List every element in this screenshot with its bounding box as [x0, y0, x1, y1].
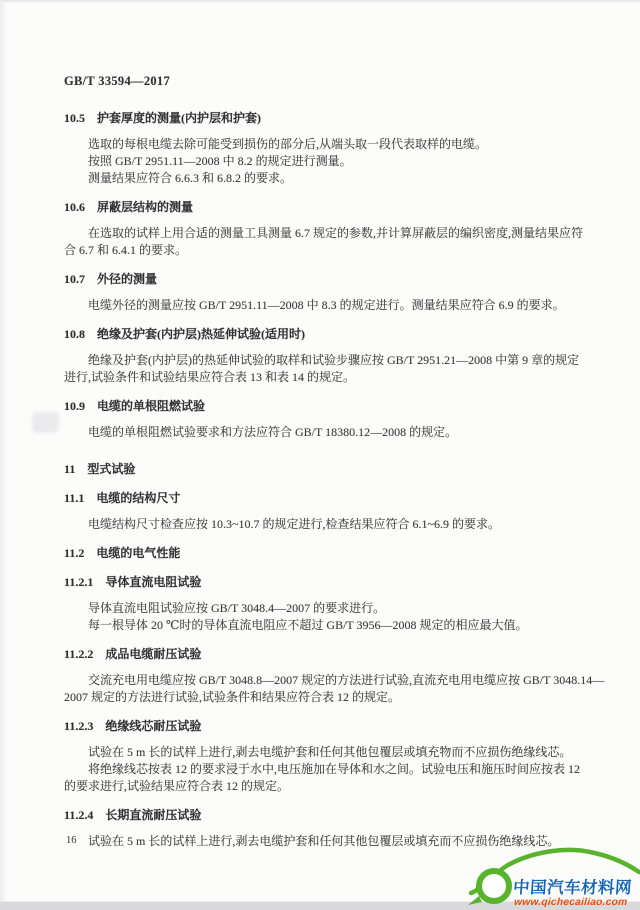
- paragraph-line: 交流充电用电缆应按 GB/T 3048.8—2007 规定的方法进行试验,直流充电用电缆应按 GB/T 3048.14—: [88, 673, 605, 687]
- section-title: 电缆的电气性能: [96, 546, 181, 560]
- paragraph-line: 在选取的试样上用合适的测量工具测量 6.7 规定的参数,并计算屏蔽层的编织密度,测量结果应符: [88, 226, 584, 240]
- section-heading-11.2: [64, 545, 624, 562]
- section-title: 护套厚度的测量(内护层和护套): [97, 111, 261, 125]
- paragraph-line: 试验在 5 m 长的试样上进行,剥去电缆护套和任何其他包覆层或填充物而不应损伤绝缘线芯。: [88, 745, 572, 759]
- section-heading-10.8: [64, 326, 624, 343]
- section-heading-10.7: [64, 271, 624, 288]
- paragraph-line: 试验在 5 m 长的试样上进行,剥去电缆护套和任何其他包覆层或填充而不应损伤绝缘线芯。: [88, 834, 560, 848]
- section-heading-10.6: [64, 199, 624, 216]
- section-heading-11.2.3: [64, 718, 624, 735]
- section-number: 10.7: [64, 272, 85, 286]
- section-number: 11: [64, 462, 76, 476]
- scan-edge-left: [0, 0, 7, 909]
- paragraph-line: 2007 规定的方法进行试验,试验条件和结果应符合表 12 的规定。: [64, 690, 401, 704]
- section-heading-11.2.2: [64, 646, 624, 663]
- scan-smudge-artifact: [32, 412, 59, 433]
- paragraph-line: 的要求进行,试验结果应符合表 12 的规定。: [64, 779, 290, 793]
- section-heading-10.5: [64, 110, 624, 127]
- section-number: 10.8: [64, 327, 85, 341]
- paragraph-line: 将绝缘线芯按表 12 的要求浸于水中,电压施加在导体和水之间。试验电压和施压时间应按表 12: [88, 762, 581, 776]
- site-url-text: www.qichecailiao.com: [513, 897, 628, 908]
- section-number: 10.6: [64, 200, 85, 214]
- paragraph-line: 电缆的单根阻燃试验要求和方法应符合 GB/T 18380.12—2008 的规定。: [88, 425, 458, 439]
- section-heading-10.9: [64, 398, 624, 415]
- section-title: 型式试验: [87, 462, 136, 476]
- section-number: 10.9: [64, 399, 85, 413]
- section-title: 绝缘线芯耐压试验: [105, 719, 202, 733]
- section-number: 11.2.4: [64, 808, 94, 822]
- section-number: 11.2.3: [64, 719, 94, 733]
- section-title: 长期直流耐压试验: [105, 808, 202, 822]
- standard-number-header: GB/T 33594—2017: [64, 74, 171, 88]
- magnifier-handle-icon: [468, 896, 482, 905]
- section-title: 成品电缆耐压试验: [105, 647, 202, 661]
- section-heading-11.1: [64, 490, 624, 507]
- section-title: 电缆的单根阻燃试验: [97, 399, 206, 413]
- site-name-text: 中国汽车材料网: [512, 878, 633, 897]
- section-title: 导体直流电阻试验: [105, 575, 202, 589]
- section-heading-11.2.1: [64, 574, 624, 591]
- section-number: 11.2: [64, 546, 85, 560]
- paragraph-line: 绝缘及护套(内护层)的热延伸试验的取样和试验步骤应按 GB/T 2951.21—2008 中第 9 章的规定: [88, 353, 580, 367]
- section-title: 电缆的结构尺寸: [96, 491, 181, 505]
- section-number: 10.5: [64, 111, 85, 125]
- paragraph-line: 电缆结构尺寸检查应按 10.3~10.7 的规定进行,检查结果应符合 6.1~6.9 的要求。: [88, 517, 500, 531]
- scan-edge-top: [0, 0, 640, 2]
- section-title: 外径的测量: [97, 272, 158, 286]
- section-number: 11.2.1: [64, 575, 94, 589]
- magnifier-icon: [479, 871, 509, 901]
- site-watermark-logo: [468, 846, 640, 908]
- section-heading-11.2.4: [64, 807, 624, 824]
- section-number: 11.1: [64, 491, 85, 505]
- paragraph-line: 选取的每根电缆去除可能受到损伤的部分后,从端头取一段代表取样的电缆。: [88, 137, 488, 151]
- paragraph-line: 按照 GB/T 2951.11—2008 中 8.2 的规定进行测量。: [88, 154, 352, 168]
- paragraph-line: 进行,试验条件和试验结果应符合表 13 和表 14 的规定。: [64, 370, 356, 384]
- section-number: 11.2.2: [64, 647, 94, 661]
- section-heading-11: [64, 461, 624, 478]
- section-title: 屏蔽层结构的测量: [97, 200, 194, 214]
- paragraph-line: 合 6.7 和 6.4.1 的要求。: [64, 243, 188, 257]
- document-body: [64, 88, 624, 850]
- paragraph-line: 每一根导体 20 ℃时的导体直流电阻应不超过 GB/T 3956—2008 规定的相应最大值。: [88, 618, 528, 632]
- page-number: 16: [66, 835, 77, 846]
- paragraph-line: 测量结果应符合 6.6.3 和 6.8.2 的要求。: [88, 171, 293, 185]
- paragraph-line: 电缆外径的测量应按 GB/T 2951.11—2008 中 8.3 的规定进行。测量结果应符合 6.9 的要求。: [88, 298, 565, 312]
- section-title: 绝缘及护套(内护层)热延伸试验(适用时): [97, 327, 305, 341]
- paragraph-line: 导体直流电阻试验应按 GB/T 3048.4—2007 的要求进行。: [88, 601, 386, 615]
